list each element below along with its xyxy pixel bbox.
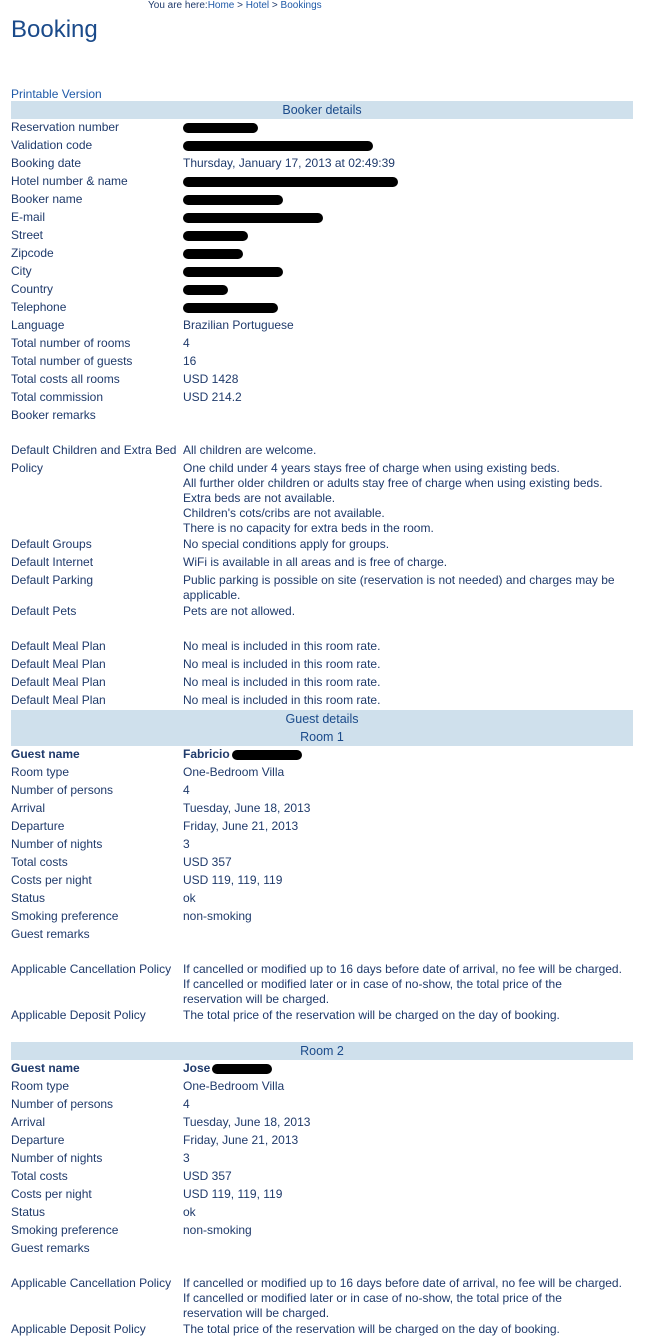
detail-label: Costs per night	[11, 873, 92, 887]
detail-row	[11, 908, 633, 926]
detail-row	[11, 155, 633, 173]
detail-value	[183, 1169, 633, 1186]
detail-value	[183, 604, 633, 621]
detail-label: Total costs	[11, 1169, 68, 1183]
detail-value	[183, 573, 633, 603]
spacer	[11, 621, 633, 638]
detail-value-line: If cancelled or modified up to 16 days before date of arrival, no fee will be charged.	[183, 962, 622, 976]
detail-value	[183, 855, 633, 872]
detail-value	[183, 783, 633, 800]
detail-row	[11, 926, 633, 944]
detail-value	[183, 174, 633, 191]
detail-value	[183, 1061, 633, 1078]
detail-row	[11, 389, 633, 407]
detail-label: Applicable Cancellation Policy	[11, 962, 172, 976]
detail-row	[11, 209, 633, 227]
redaction-mark	[183, 177, 398, 187]
detail-row	[11, 1096, 633, 1114]
detail-label: City	[11, 264, 32, 278]
detail-value	[183, 228, 633, 245]
detail-label: Language	[11, 318, 65, 332]
breadcrumb-home-link[interactable]: Home	[207, 0, 235, 11]
detail-label: Default Meal Plan	[11, 693, 106, 707]
spacer	[11, 1258, 633, 1275]
detail-row	[11, 1168, 633, 1186]
detail-row	[11, 281, 633, 299]
detail-value	[183, 1223, 633, 1240]
detail-value	[183, 1097, 633, 1114]
redaction-mark	[232, 750, 302, 760]
detail-label: Reservation number	[11, 120, 120, 134]
detail-value	[183, 873, 633, 890]
detail-value	[183, 443, 633, 460]
detail-label: Guest name	[11, 747, 80, 761]
page-title: Booking	[11, 16, 98, 43]
detail-label: Costs per night	[11, 1187, 92, 1201]
detail-label: Guest remarks	[11, 927, 90, 941]
detail-label: Policy	[11, 461, 44, 475]
detail-label: Arrival	[11, 1115, 46, 1129]
detail-row	[11, 603, 633, 621]
detail-value-line: If cancelled or modified later or in case of no-show, the total price of the	[183, 1291, 562, 1305]
detail-row	[11, 818, 633, 836]
detail-row	[11, 1275, 633, 1321]
detail-value	[183, 675, 633, 692]
detail-row	[11, 836, 633, 854]
detail-label: Country	[11, 282, 54, 296]
detail-label: Applicable Deposit Policy	[11, 1322, 146, 1336]
detail-row	[11, 692, 633, 710]
detail-label: Room type	[11, 765, 70, 779]
detail-label: Street	[11, 228, 44, 242]
detail-label: Booker name	[11, 192, 83, 206]
booker-details-header: Booker details	[11, 101, 633, 119]
detail-label: Total costs all rooms	[11, 372, 120, 386]
detail-row	[11, 782, 633, 800]
detail-value-text: The total price of the reservation will be charged on the day of booking.	[183, 1008, 560, 1022]
detail-value	[183, 837, 633, 854]
detail-value	[183, 1276, 633, 1321]
detail-value	[183, 354, 633, 371]
detail-value-text: USD 357	[183, 855, 232, 869]
detail-label: Total costs	[11, 855, 68, 869]
detail-value	[183, 537, 633, 554]
detail-value	[183, 1079, 633, 1096]
guest-details-header: Guest details	[11, 710, 633, 728]
detail-value-text: USD 214.2	[183, 390, 242, 404]
detail-value-text: 4	[183, 336, 190, 350]
detail-value	[183, 1241, 633, 1258]
redaction-mark	[183, 285, 228, 295]
detail-label: Default Pets	[11, 604, 77, 618]
detail-value-text: All children are welcome.	[183, 443, 317, 457]
detail-row	[11, 173, 633, 191]
detail-value-line: Public parking is possible on site (reservation is not needed) and charges may be applicable.	[183, 573, 615, 602]
detail-value	[183, 461, 633, 536]
detail-value-line: Children's cots/cribs are not available.	[183, 506, 385, 520]
detail-label: Default Parking	[11, 573, 94, 587]
detail-value-text: Friday, June 21, 2013	[183, 819, 299, 833]
detail-label: Default Meal Plan	[11, 657, 106, 671]
detail-value	[183, 282, 633, 299]
breadcrumb-sep: >	[234, 0, 246, 11]
detail-value-text: non-smoking	[183, 909, 252, 923]
detail-value-line: reservation will be charged.	[183, 992, 330, 1006]
detail-value-text: Tuesday, June 18, 2013	[183, 801, 311, 815]
detail-row	[11, 335, 633, 353]
detail-row	[11, 1321, 633, 1339]
detail-value-text: Friday, June 21, 2013	[183, 1133, 299, 1147]
detail-value-text: Tuesday, June 18, 2013	[183, 1115, 311, 1129]
detail-label: Default Meal Plan	[11, 675, 106, 689]
detail-value-text: The total price of the reservation will be charged on the day of booking.	[183, 1322, 560, 1336]
detail-row	[11, 746, 633, 764]
printable-version-link[interactable]: Printable Version	[11, 87, 102, 101]
detail-label: Total number of rooms	[11, 336, 131, 350]
detail-value-text: Fabricio	[183, 747, 230, 761]
breadcrumb-sep: >	[269, 0, 281, 11]
detail-value	[183, 1322, 633, 1339]
detail-value-text: USD 119, 119, 119	[183, 873, 283, 887]
detail-value	[183, 210, 633, 227]
detail-label: Arrival	[11, 801, 46, 815]
detail-value	[183, 120, 633, 137]
detail-label: Status	[11, 1205, 46, 1219]
detail-row	[11, 554, 633, 572]
detail-label: Total number of guests	[11, 354, 133, 368]
detail-label: Number of persons	[11, 783, 114, 797]
detail-label: Number of persons	[11, 1097, 114, 1111]
spacer	[11, 1025, 633, 1042]
detail-value	[183, 765, 633, 782]
detail-value-text: ok	[183, 1205, 196, 1219]
detail-row	[11, 1204, 633, 1222]
detail-row	[11, 890, 633, 908]
detail-row	[11, 263, 633, 281]
detail-row	[11, 317, 633, 335]
detail-row	[11, 800, 633, 818]
detail-row	[11, 245, 633, 263]
detail-value-line: One child under 4 years stays free of charge when using existing beds.	[183, 461, 560, 475]
detail-label: Number of nights	[11, 837, 103, 851]
detail-value	[183, 1115, 633, 1132]
detail-row	[11, 1132, 633, 1150]
detail-label: Booker remarks	[11, 408, 96, 422]
detail-value	[183, 962, 633, 1007]
detail-value-text: Jose	[183, 1061, 211, 1075]
detail-value-line: Extra beds are not available.	[183, 491, 336, 505]
detail-value	[183, 156, 633, 173]
detail-row	[11, 674, 633, 692]
redaction-mark	[183, 231, 248, 241]
breadcrumb-prefix: You are here:	[148, 0, 208, 11]
detail-value	[183, 246, 633, 263]
detail-value-text: non-smoking	[183, 1223, 252, 1237]
detail-row	[11, 1114, 633, 1132]
detail-label: Departure	[11, 1133, 65, 1147]
redaction-mark	[183, 195, 283, 205]
room-header: Room 2	[11, 1042, 633, 1060]
detail-value-text: Thursday, January 17, 2013 at 02:49:39	[183, 156, 395, 170]
detail-value	[183, 192, 633, 209]
redaction-mark	[183, 123, 258, 133]
detail-value	[183, 891, 633, 908]
detail-value	[183, 264, 633, 281]
detail-row	[11, 442, 633, 460]
breadcrumb-hotel-link[interactable]: Hotel	[245, 0, 270, 11]
detail-label: Booking date	[11, 156, 82, 170]
detail-row	[11, 638, 633, 656]
detail-value	[183, 801, 633, 818]
detail-row	[11, 961, 633, 1007]
redaction-mark	[212, 1064, 272, 1074]
detail-label: Number of nights	[11, 1151, 103, 1165]
detail-value-text: No special conditions apply for groups.	[183, 537, 390, 551]
detail-label: Default Children and Extra Bed	[11, 443, 177, 457]
detail-value-text: USD 357	[183, 1169, 232, 1183]
spacer	[11, 425, 633, 442]
detail-label: Hotel number & name	[11, 174, 128, 188]
detail-row	[11, 854, 633, 872]
detail-value-text: Pets are not allowed.	[183, 604, 296, 618]
detail-row	[11, 227, 633, 245]
detail-value	[183, 555, 633, 572]
detail-label: Default Groups	[11, 537, 92, 551]
detail-value	[183, 138, 633, 155]
detail-row	[11, 371, 633, 389]
detail-label: Default Meal Plan	[11, 639, 106, 653]
detail-value	[183, 657, 633, 674]
detail-value	[183, 909, 633, 926]
detail-row	[11, 299, 633, 317]
detail-label: Zipcode	[11, 246, 54, 260]
detail-value-text: No meal is included in this room rate.	[183, 675, 381, 689]
redaction-mark	[183, 303, 278, 313]
detail-value	[183, 693, 633, 710]
detail-label: Room type	[11, 1079, 70, 1093]
detail-row	[11, 764, 633, 782]
detail-row	[11, 872, 633, 890]
detail-value-text: Brazilian Portuguese	[183, 318, 294, 332]
detail-row	[11, 1186, 633, 1204]
detail-value-text: No meal is included in this room rate.	[183, 657, 381, 671]
detail-value	[183, 336, 633, 353]
detail-value-text: ok	[183, 891, 196, 905]
detail-value	[183, 372, 633, 389]
detail-row	[11, 1078, 633, 1096]
detail-value-line: All further older children or adults stay free of charge when using existing beds.	[183, 476, 603, 490]
detail-value-text: 3	[183, 837, 190, 851]
detail-label: Guest name	[11, 1061, 80, 1075]
detail-label: Default Internet	[11, 555, 94, 569]
detail-label: Total commission	[11, 390, 104, 404]
detail-value-text: One-Bedroom Villa	[183, 765, 285, 779]
detail-value-text: WiFi is available in all areas and is free of charge.	[183, 555, 448, 569]
redaction-mark	[183, 249, 243, 259]
detail-value-line: reservation will be charged.	[183, 1306, 330, 1320]
detail-row	[11, 460, 633, 536]
detail-row	[11, 1222, 633, 1240]
detail-value	[183, 1187, 633, 1204]
detail-value-text: No meal is included in this room rate.	[183, 639, 381, 653]
detail-row	[11, 353, 633, 371]
detail-value-text: 3	[183, 1151, 190, 1165]
detail-label: Smoking preference	[11, 1223, 119, 1237]
detail-value-text: No meal is included in this room rate.	[183, 693, 381, 707]
detail-label: Telephone	[11, 300, 67, 314]
detail-row	[11, 1240, 633, 1258]
detail-label: Status	[11, 891, 46, 905]
detail-value-line: There is no capacity for extra beds in the room.	[183, 521, 434, 535]
detail-value	[183, 1151, 633, 1168]
detail-row	[11, 656, 633, 674]
detail-value	[183, 1205, 633, 1222]
detail-row	[11, 572, 633, 603]
detail-value	[183, 1133, 633, 1150]
detail-value-text: USD 119, 119, 119	[183, 1187, 283, 1201]
breadcrumb-bookings-link[interactable]: Bookings	[280, 0, 322, 11]
detail-value-text: USD 1428	[183, 372, 239, 386]
spacer	[11, 944, 633, 961]
detail-row	[11, 536, 633, 554]
detail-label: E-mail	[11, 210, 46, 224]
detail-value	[183, 639, 633, 656]
detail-label: Guest remarks	[11, 1241, 90, 1255]
detail-row	[11, 1150, 633, 1168]
detail-value-line: If cancelled or modified later or in case of no-show, the total price of the	[183, 977, 562, 991]
detail-row	[11, 137, 633, 155]
detail-value	[183, 390, 633, 407]
redaction-mark	[183, 267, 283, 277]
detail-label: Applicable Cancellation Policy	[11, 1276, 172, 1290]
detail-value-text: 16	[183, 354, 197, 368]
detail-label: Smoking preference	[11, 909, 119, 923]
detail-row	[11, 1060, 633, 1078]
redaction-mark	[183, 213, 323, 223]
detail-label: Applicable Deposit Policy	[11, 1008, 146, 1022]
booking-details	[11, 101, 633, 1339]
detail-value	[183, 408, 633, 425]
detail-value	[183, 318, 633, 335]
redaction-mark	[183, 141, 373, 151]
room-header: Room 1	[11, 728, 633, 746]
detail-value	[183, 1008, 633, 1025]
detail-label: Departure	[11, 819, 65, 833]
detail-row	[11, 119, 633, 137]
detail-value	[183, 300, 633, 317]
detail-value-text: 4	[183, 783, 190, 797]
breadcrumb	[148, 0, 322, 11]
detail-value	[183, 819, 633, 836]
detail-row	[11, 191, 633, 209]
detail-value	[183, 927, 633, 944]
detail-row	[11, 1007, 633, 1025]
detail-row	[11, 407, 633, 425]
detail-label: Validation code	[11, 138, 93, 152]
detail-value	[183, 747, 633, 764]
detail-value-text: 4	[183, 1097, 190, 1111]
detail-value-text: One-Bedroom Villa	[183, 1079, 285, 1093]
detail-value-line: If cancelled or modified up to 16 days before date of arrival, no fee will be charged.	[183, 1276, 622, 1290]
